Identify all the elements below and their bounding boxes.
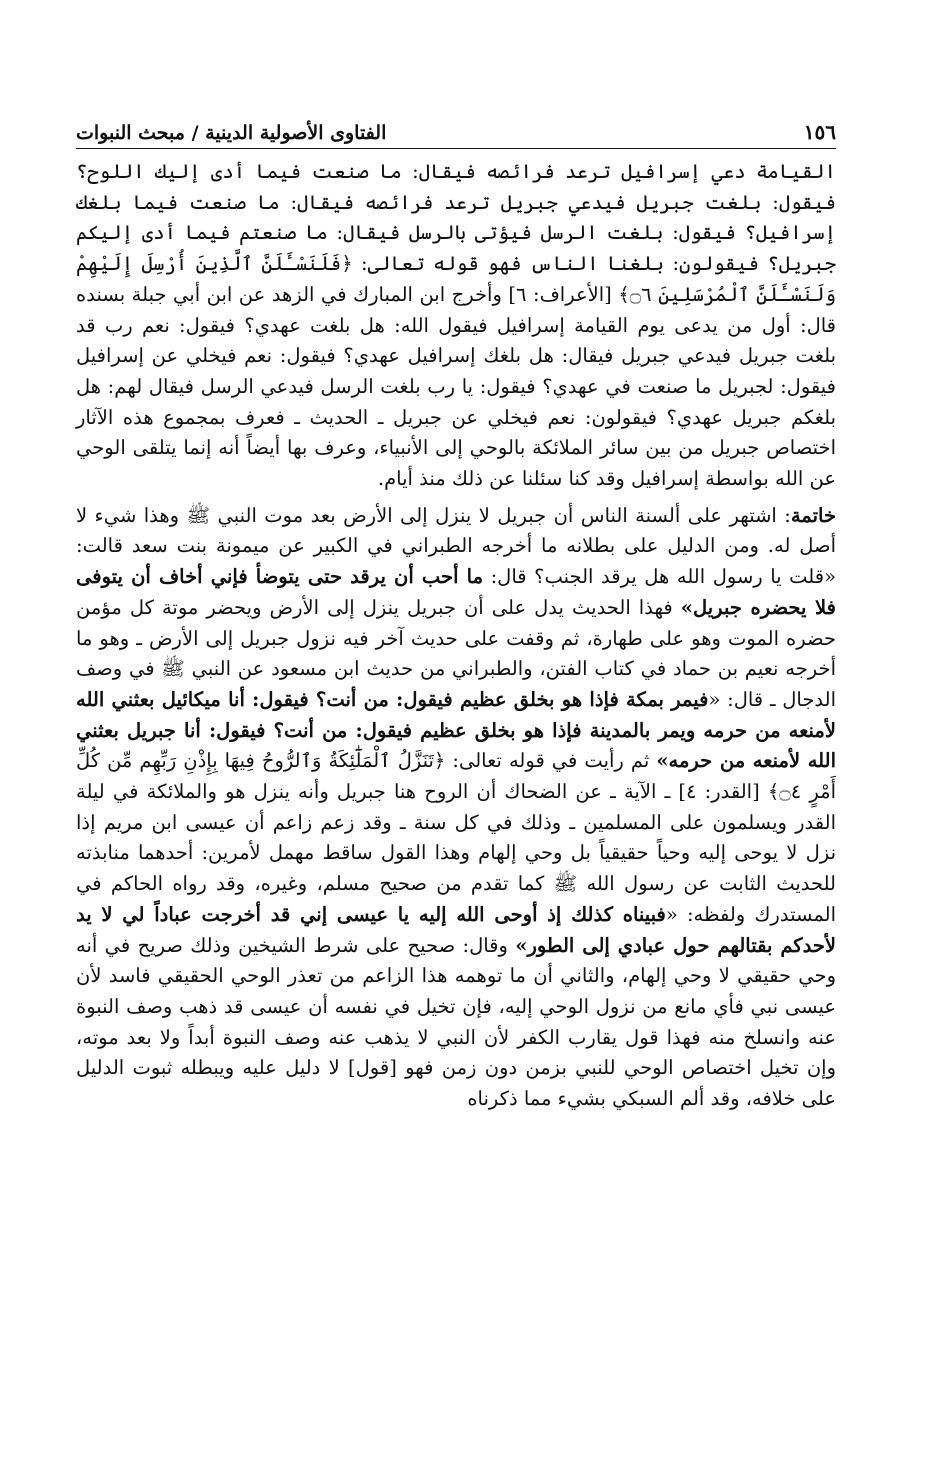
hadith-quote: فيمر بمكة فإذا هو بخلق عظيم فيقول: من أنت؟ فيقول: أنا ميكائيل بعثني الله لأمنعه من حرمه ويمر بالمدينة فإذا هو بخلق عظيم فيقول: من أنت؟ فيقول: أنا جبريل بعثني الله لأمنعه من حرمه» (76, 687, 836, 773)
paragraph-text: وقال: صحيح على شرط الشيخين وذلك صريح في أنه وحي حقيقي لا وحي إلهام، والثاني أن ما توهمه هذا الزاعم من تعذر الوحي الحقيقي فاسد لأن عيسى نبي فأي مانع من نزول الوحي إليه، فإن تخيل في نفسه أن عيسى قد ذهب وصف النبوة عنه وانسلخ منه فهذا قول يقارب الكفر لأن النبي لا يذهب عنه وصف النبوة أبداً ولا بعد موته، وإن تخيل اختصاص الوحي للنبي بزمن دون زمن فهو [قول] لا دليل عليه ويبطله ثبوت الدليل على خلافه، وقد ألم السبكي بشيء مما ذكرناه (76, 933, 836, 1111)
hadith-quote: ما أحب أن يرقد حتى يتوضأ فإني أخاف أن يتوفى فلا يحضره جبريل» (76, 565, 836, 619)
conclusion-label: خاتمة (790, 503, 836, 527)
document-page (76, 112, 836, 1115)
paragraph-text: : اشتهر على ألسنة الناس أن جبريل لا ينزل إلى الأرض بعد موت النبي ﷺ وهذا شيء لا أصل له. ومن الدليل على بطلانه ما أخرجه الطبراني في الكبير عن ميمونة بنت سعد قالت: «قلت يا رسول الله هل يرقد الجنب؟ قال: (76, 503, 837, 589)
running-header (76, 112, 836, 149)
paragraph-continuation (76, 157, 836, 495)
page-body (76, 157, 836, 1115)
running-title: الفتاوى الأصولية الدينية / مبحث النبوات (76, 122, 387, 144)
hadith-quote: فبيناه كذلك إذ أوحى الله إليه يا عيسى إني قد أخرجت عباداً لي لا يد لأحدكم بقتالهم حول عبادي إلى الطور» (76, 902, 836, 957)
paragraph-conclusion (76, 501, 836, 1115)
page-number: ١٥٦ (803, 120, 836, 144)
paragraph-text: ثم رأيت في قوله تعالى: ﴿تَنَزَّلُ ٱلْمَلَٰٓئِكَةُ وَٱلرُّوحُ فِيهَا بِإِذْنِ رَبِّهِم مِّن كُلِّ أَمْرٍ ۝٤﴾ [القدر: ٤] ـ الآية ـ عن الضحاك أن الروح هنا جبريل وأنه ينزل هو والملائكة في ليلة القدر ويسلمون على المسلمين ـ وذلك في كل سنة ـ وقد زعم زاعم أن عيسى ابن مريم إذا نزل لا يوحى إليه وحياً حقيقياً بل وحي إلهام وهذا القول ساقط مهمل لأمرين: أحدهما منابذته للحديث الثابت عن رسول الله ﷺ كما تقدم من صحيح مسلم، وغيره، وقد رواه الحاكم في المستدرك ولفظه: « (76, 749, 836, 926)
paragraph-text: القيامة دعي إسرافيل ترعد فرائصه فيقال: ما صنعت فيما أدى إليك اللوح؟ فيقول: بلغت جبريل فيدعي جبريل ترعد فرائصه فيقال: ما صنعت فيما بلغك إسرافيل؟ فيقول: بلغت الرسل فيؤتى بالرسل فيقال: ما صنعتم فيما أدى إليكم جبريل؟ فيقولون: بلغنا الناس فهو قوله تعالى: ﴿فَلَنَسْـَٔلَنَّ ٱلَّذِينَ أُرْسِلَ إِلَيْهِمْ وَلَنَسْـَٔلَنَّ ٱلْمُرْسَلِينَ ۝٦﴾ [الأعراف: ٦] وأخرج ابن المبارك في الزهد عن ابن أبي جبلة بسنده قال: أول من يدعى يوم القيامة إسرافيل فيقول الله: هل بلغت عهدي؟ فيقول: نعم رب قد بلغت جبريل فيدعي جبريل فيقال: هل بلغك إسرافيل عهدي؟ فيقول: نعم فيخلي عن إسرافيل فيقول: لجبريل ما صنعت في عهدي؟ فيقول: يا رب بلغت الرسل فيدعي الرسل فيقال لهم: هل بلغكم جبريل عهدي؟ فيقولون: نعم فيخلي عن جبريل ـ الحديث ـ فعرف بمجموع هذه الآثار اختصاص جبريل من بين سائر الملائكة بالوحي إلى الأنبياء، وعرف بها أيضاً أنه إنما يتلقى الوحي عن الله بواسطة إسرافيل وقد كنا سئلنا عن ذلك منذ أيام. (76, 160, 836, 491)
paragraph-text: فهذا الحديث يدل على أن جبريل ينزل إلى الأرض ويحضر موتة كل مؤمن حضره الموت وهو على طهارة، ثم وقفت على حديث آخر فيه نزول جبريل إلى الأرض ـ وهو ما أخرجه نعيم بن حماد في كتاب الفتن، والطبراني من حديث ابن مسعود عن النبي ﷺ في وصف الدجال ـ قال: « (76, 595, 836, 711)
